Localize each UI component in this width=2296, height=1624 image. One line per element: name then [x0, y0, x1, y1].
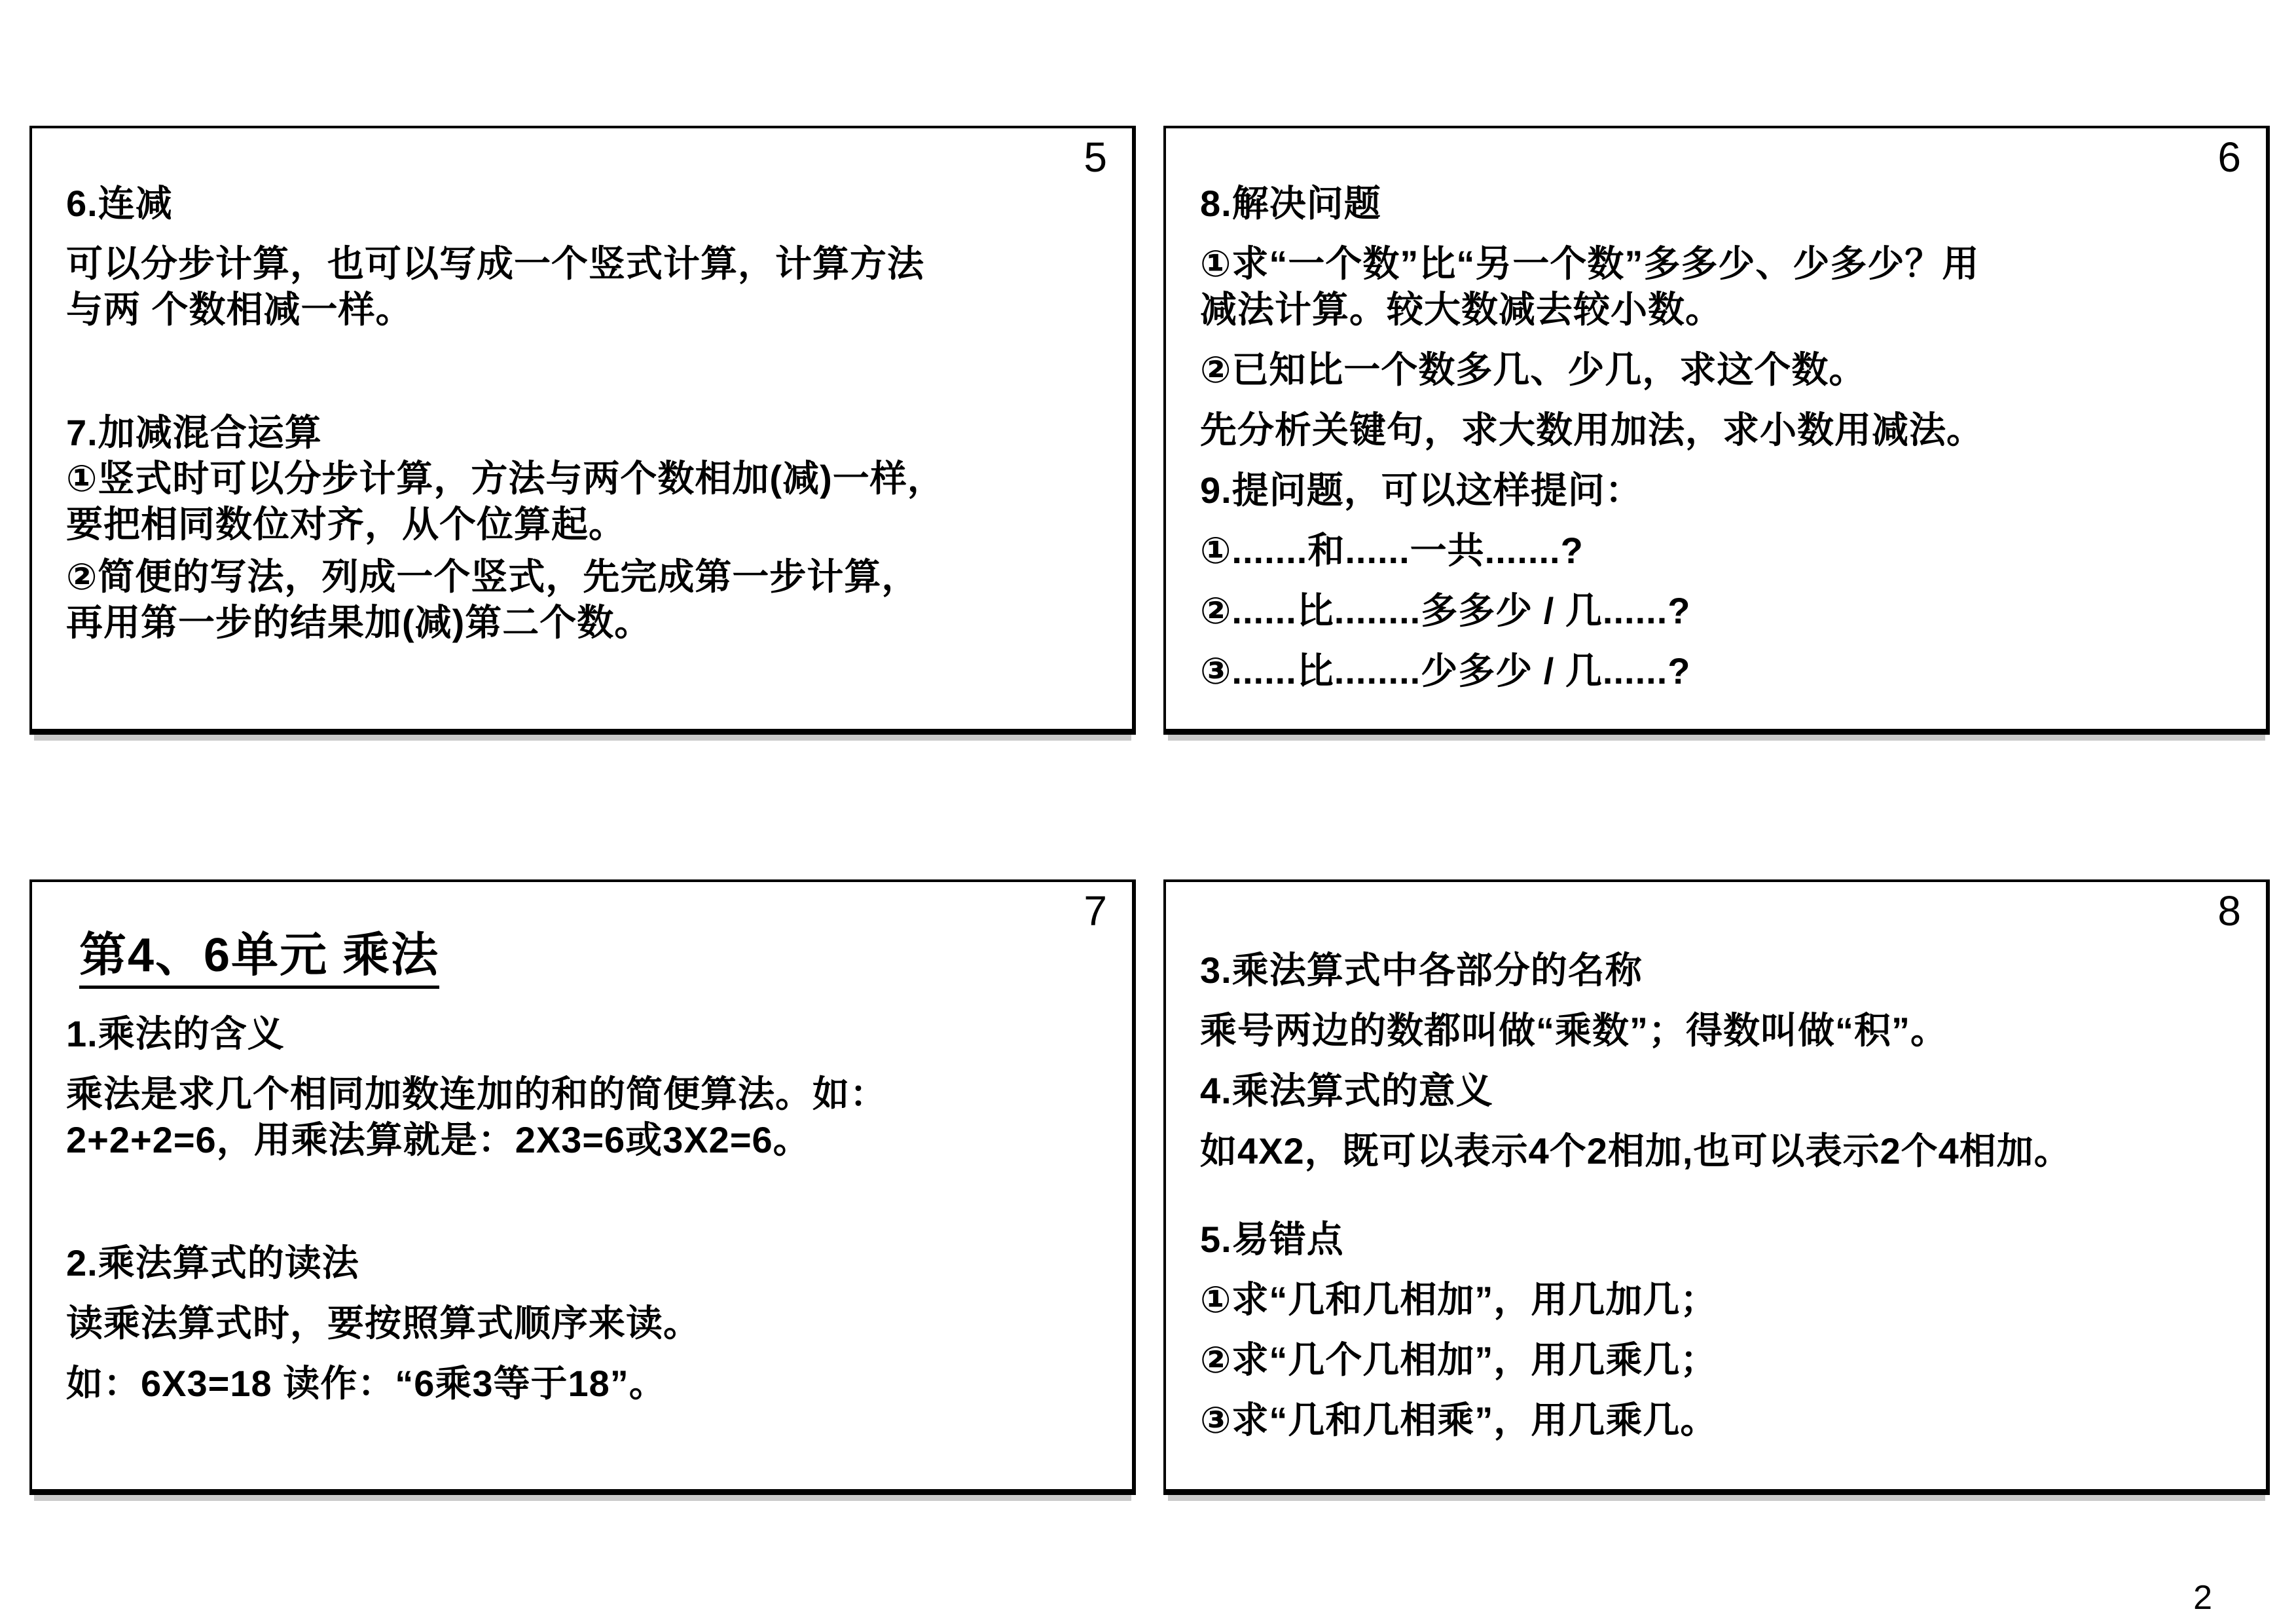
slide-6-text-line: ①求“一个数”比“另一个数”多多少、少多少？用: [1200, 243, 1980, 284]
slide-6-text-line: 先分析关键句，求大数用加法，求小数用减法。: [1200, 409, 1984, 451]
slide-5-heading-hunhe: 7.加减混合运算: [66, 412, 322, 453]
slide-6-question-line: ①.......和......一共.......?: [1200, 530, 1584, 571]
slide-7-title-row: [79, 928, 1095, 989]
slide-7-heading-dufa: 2.乘法算式的读法: [66, 1242, 359, 1283]
slide-5-text-line: 可以分步计算，也可以写成一个竖式计算，计算方法: [66, 243, 924, 284]
slide-6-heading-jiejue: 8.解决问题: [1200, 183, 1381, 224]
slide-6: [1163, 126, 2270, 735]
slide-5: [29, 126, 1136, 735]
slide-7-text-line: 乘法是求几个相同加数连加的和的简便算法。如：: [66, 1073, 887, 1115]
slide-7-text-line: 2+2+2=6，用乘法算就是：2X3=6或3X2=6。: [66, 1119, 811, 1160]
slide-6-content: [1166, 128, 2266, 729]
slide-6-page-number: 6: [2217, 134, 2241, 181]
slide-8-page-number: 8: [2217, 887, 2241, 934]
slide-7-text-line: 如：6X3=18 读作：“6乘3等于18”。: [66, 1363, 666, 1404]
slide-8-heading-yiyi: 4.乘法算式的意义: [1200, 1070, 1493, 1111]
slide-5-content: [32, 128, 1132, 729]
slide-5-text-line: 要把相同数位对齐，从个位算起。: [66, 504, 626, 545]
slide-5-page-number: 5: [1084, 134, 1107, 181]
slide-8-content: [1166, 882, 2266, 1489]
slide-7-content: [32, 882, 1132, 1489]
slide-7: [29, 879, 1136, 1495]
slide-8-text-line: 如4X2，既可以表示4个2相加,也可以表示2个4相加。: [1200, 1130, 2071, 1172]
slide-5-text-line: 再用第一步的结果加(减)第二个数。: [66, 602, 652, 643]
slide-7-unit-title: 第4、6单元 乘法: [79, 928, 439, 989]
slide-6-text-line: 减法计算。较大数减去较小数。: [1200, 289, 1722, 330]
slide-8-text-line: 乘号两边的数都叫做“乘数”；得数叫做“积”。: [1200, 1010, 1948, 1051]
slide-6-question-line: ③......比........少多少 / 几......?: [1200, 650, 1691, 692]
slide-7-page-number: 7: [1084, 887, 1107, 934]
slide-8-heading-yicuodian: 5.易错点: [1200, 1219, 1344, 1260]
document-page-number: 2: [2193, 1579, 2212, 1617]
slide-6-text-line: ②已知比一个数多几、少几，求这个数。: [1200, 349, 1867, 390]
slide-8-text-line: ②求“几个几相加”，用几乘几；: [1200, 1339, 1718, 1380]
slide-8: [1163, 879, 2270, 1495]
slide-5-text-line: ①竖式时可以分步计算，方法与两个数相加(减)一样，: [66, 458, 945, 499]
slide-7-heading-hanyi: 1.乘法的含义: [66, 1013, 285, 1054]
slide-8-heading-mingcheng: 3.乘法算式中各部分的名称: [1200, 950, 1643, 991]
slide-5-text-line: ②简便的写法，列成一个竖式，先完成第一步计算，: [66, 556, 919, 597]
slide-8-text-line: ③求“几和几相乘”，用几乘几。: [1200, 1399, 1718, 1441]
slide-7-text-line: 读乘法算式时，要按照算式顺序来读。: [66, 1302, 701, 1344]
slide-5-heading-lianjian: 6.连减: [66, 183, 173, 224]
slide-6-question-line: ②......比........多多少 / 几......?: [1200, 590, 1691, 631]
slide-8-text-line: ①求“几和几相加”，用几加几；: [1200, 1279, 1718, 1320]
slide-6-heading-tiwenti: 9.提问题，可以这样提问：: [1200, 470, 1643, 511]
slide-5-text-line: 与两 个数相减一样。: [66, 289, 413, 330]
